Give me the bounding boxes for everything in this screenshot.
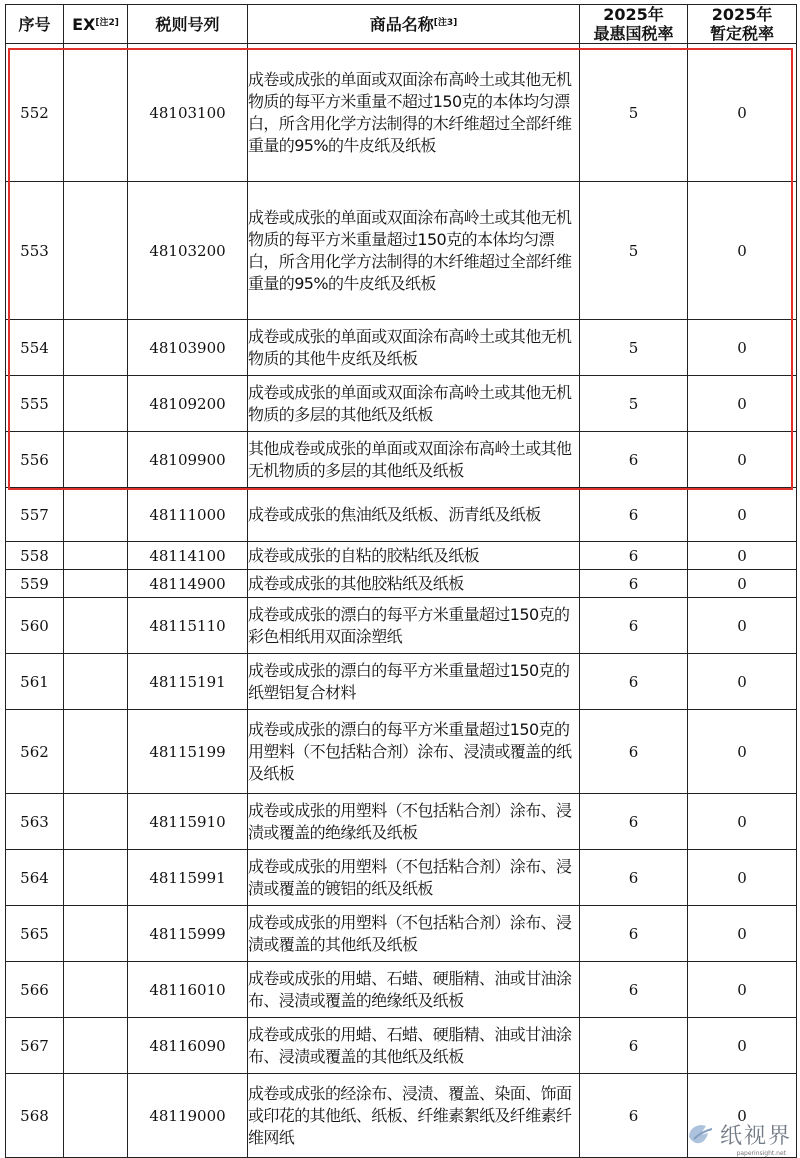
row-seq: 562 xyxy=(6,710,64,794)
row-provisional-rate: 0 xyxy=(688,320,797,376)
row-code: 48119000 xyxy=(128,1074,248,1158)
table-row xyxy=(6,1074,797,1158)
row-mfn-rate: 6 xyxy=(580,432,688,488)
row-code: 48103100 xyxy=(128,44,248,182)
row-name: 成卷或成张的用蜡、石蜡、硬脂精、油或甘油涂布、浸渍或覆盖的绝缘纸及纸板 xyxy=(248,962,580,1018)
table-row xyxy=(6,906,797,962)
row-ex xyxy=(64,488,128,542)
row-mfn-rate: 6 xyxy=(580,710,688,794)
row-ex xyxy=(64,320,128,376)
table-row xyxy=(6,488,797,542)
row-seq: 554 xyxy=(6,320,64,376)
row-mfn-rate: 6 xyxy=(580,488,688,542)
row-provisional-rate: 0 xyxy=(688,710,797,794)
row-mfn-rate: 6 xyxy=(580,598,688,654)
row-seq: 557 xyxy=(6,488,64,542)
table-row xyxy=(6,432,797,488)
row-ex xyxy=(64,850,128,906)
row-ex xyxy=(64,1018,128,1074)
row-name: 其他成卷或成张的单面或双面涂布高岭土或其他无机物质的多层的其他纸及纸板 xyxy=(248,432,580,488)
row-code: 48115991 xyxy=(128,850,248,906)
row-mfn-rate: 6 xyxy=(580,906,688,962)
table-row xyxy=(6,850,797,906)
row-name: 成卷或成张的经涂布、浸渍、覆盖、染面、饰面或印花的其他纸、纸板、纤维素絮纸及纤维素纤维网纸 xyxy=(248,1074,580,1158)
watermark xyxy=(686,1119,792,1150)
row-ex xyxy=(64,182,128,320)
header-provisional-rate: 2025年 暂定税率 xyxy=(688,5,797,44)
row-seq: 556 xyxy=(6,432,64,488)
row-provisional-rate: 0 xyxy=(688,794,797,850)
row-name: 成卷或成张的用塑料（不包括粘合剂）涂布、浸渍或覆盖的绝缘纸及纸板 xyxy=(248,794,580,850)
row-name: 成卷或成张的焦油纸及纸板、沥青纸及纸板 xyxy=(248,488,580,542)
watermark-subtext: paperinsight.net xyxy=(736,1150,786,1157)
row-seq: 567 xyxy=(6,1018,64,1074)
header-name-note: [注3] xyxy=(433,17,458,28)
row-mfn-rate: 6 xyxy=(580,794,688,850)
row-name: 成卷或成张的自粘的胶粘纸及纸板 xyxy=(248,542,580,570)
row-provisional-rate: 0 xyxy=(688,570,797,598)
table-row xyxy=(6,320,797,376)
header-mfn-rate: 2025年 最惠国税率 xyxy=(580,5,688,44)
row-provisional-rate: 0 xyxy=(688,1018,797,1074)
row-ex xyxy=(64,906,128,962)
table-row xyxy=(6,710,797,794)
row-name: 成卷或成张的用塑料（不包括粘合剂）涂布、浸渍或覆盖的镀铝的纸及纸板 xyxy=(248,850,580,906)
table-row xyxy=(6,1018,797,1074)
table-row xyxy=(6,542,797,570)
table-row xyxy=(6,182,797,320)
row-ex xyxy=(64,1074,128,1158)
row-code: 48114900 xyxy=(128,570,248,598)
row-seq: 563 xyxy=(6,794,64,850)
row-code: 48115110 xyxy=(128,598,248,654)
watermark-text: 纸视界 xyxy=(719,1124,792,1149)
table-row xyxy=(6,570,797,598)
row-code: 48103200 xyxy=(128,182,248,320)
table-row xyxy=(6,654,797,710)
row-name: 成卷或成张的漂白的每平方米重量超过150克的纸塑铝复合材料 xyxy=(248,654,580,710)
row-seq: 560 xyxy=(6,598,64,654)
row-name: 成卷或成张的漂白的每平方米重量超过150克的用塑料（不包括粘合剂）涂布、浸渍或覆盖的纸及纸板 xyxy=(248,710,580,794)
row-name: 成卷或成张的其他胶粘纸及纸板 xyxy=(248,570,580,598)
header-name: 商品名称[注3] xyxy=(248,5,580,44)
row-seq: 558 xyxy=(6,542,64,570)
row-seq: 565 xyxy=(6,906,64,962)
header-ex: EX[注2] xyxy=(64,5,128,44)
row-provisional-rate: 0 xyxy=(688,488,797,542)
header-code: 税则号列 xyxy=(128,5,248,44)
table-row xyxy=(6,962,797,1018)
row-code: 48115191 xyxy=(128,654,248,710)
row-code: 48116010 xyxy=(128,962,248,1018)
row-code: 48115199 xyxy=(128,710,248,794)
row-mfn-rate: 5 xyxy=(580,376,688,432)
table-row xyxy=(6,376,797,432)
row-ex xyxy=(64,654,128,710)
row-provisional-rate: 0 xyxy=(688,850,797,906)
row-seq: 568 xyxy=(6,1074,64,1158)
table-row xyxy=(6,794,797,850)
row-mfn-rate: 6 xyxy=(580,542,688,570)
row-name: 成卷或成张的漂白的每平方米重量超过150克的彩色相纸用双面涂塑纸 xyxy=(248,598,580,654)
row-provisional-rate: 0 xyxy=(688,44,797,182)
row-mfn-rate: 5 xyxy=(580,44,688,182)
row-ex xyxy=(64,794,128,850)
row-provisional-rate: 0 xyxy=(688,598,797,654)
row-code: 48115999 xyxy=(128,906,248,962)
row-provisional-rate: 0 xyxy=(688,376,797,432)
row-provisional-rate: 0 xyxy=(688,542,797,570)
row-ex xyxy=(64,710,128,794)
row-mfn-rate: 6 xyxy=(580,1018,688,1074)
row-seq: 553 xyxy=(6,182,64,320)
row-code: 48111000 xyxy=(128,488,248,542)
row-seq: 555 xyxy=(6,376,64,432)
row-name: 成卷或成张的用蜡、石蜡、硬脂精、油或甘油涂布、浸渍或覆盖的其他纸及纸板 xyxy=(248,1018,580,1074)
tariff-table xyxy=(5,4,797,1158)
row-mfn-rate: 6 xyxy=(580,654,688,710)
row-ex xyxy=(64,542,128,570)
row-provisional-rate: 0 xyxy=(688,1074,797,1158)
row-seq: 552 xyxy=(6,44,64,182)
row-ex xyxy=(64,962,128,1018)
header-row xyxy=(6,5,797,44)
row-code: 48103900 xyxy=(128,320,248,376)
watermark-logo-icon xyxy=(686,1121,716,1149)
row-seq: 566 xyxy=(6,962,64,1018)
row-provisional-rate: 0 xyxy=(688,182,797,320)
row-code: 48109900 xyxy=(128,432,248,488)
row-code: 48114100 xyxy=(128,542,248,570)
row-name: 成卷或成张的单面或双面涂布高岭土或其他无机物质的每平方米重量不超过150克的本体均匀漂白，所含用化学方法制得的木纤维超过全部纤维重量的95%的牛皮纸及纸板 xyxy=(248,44,580,182)
row-mfn-rate: 6 xyxy=(580,570,688,598)
row-seq: 561 xyxy=(6,654,64,710)
row-ex xyxy=(64,376,128,432)
row-name: 成卷或成张的单面或双面涂布高岭土或其他无机物质的其他牛皮纸及纸板 xyxy=(248,320,580,376)
row-provisional-rate: 0 xyxy=(688,654,797,710)
row-seq: 564 xyxy=(6,850,64,906)
row-code: 48109200 xyxy=(128,376,248,432)
row-name: 成卷或成张的用塑料（不包括粘合剂）涂布、浸渍或覆盖的其他纸及纸板 xyxy=(248,906,580,962)
row-provisional-rate: 0 xyxy=(688,432,797,488)
row-ex xyxy=(64,570,128,598)
row-name: 成卷或成张的单面或双面涂布高岭土或其他无机物质的每平方米重量超过150克的本体均匀漂白，所含用化学方法制得的木纤维超过全部纤维重量的95%的牛皮纸及纸板 xyxy=(248,182,580,320)
row-name: 成卷或成张的单面或双面涂布高岭土或其他无机物质的多层的其他纸及纸板 xyxy=(248,376,580,432)
row-code: 48115910 xyxy=(128,794,248,850)
row-mfn-rate: 6 xyxy=(580,1074,688,1158)
row-mfn-rate: 5 xyxy=(580,320,688,376)
row-mfn-rate: 5 xyxy=(580,182,688,320)
row-seq: 559 xyxy=(6,570,64,598)
table-row xyxy=(6,44,797,182)
row-ex xyxy=(64,432,128,488)
row-provisional-rate: 0 xyxy=(688,906,797,962)
row-mfn-rate: 6 xyxy=(580,850,688,906)
header-ex-note: [注2] xyxy=(95,17,119,28)
row-ex xyxy=(64,598,128,654)
row-provisional-rate: 0 xyxy=(688,962,797,1018)
row-mfn-rate: 6 xyxy=(580,962,688,1018)
row-ex xyxy=(64,44,128,182)
row-code: 48116090 xyxy=(128,1018,248,1074)
header-seq: 序号 xyxy=(6,5,64,44)
table-row xyxy=(6,598,797,654)
